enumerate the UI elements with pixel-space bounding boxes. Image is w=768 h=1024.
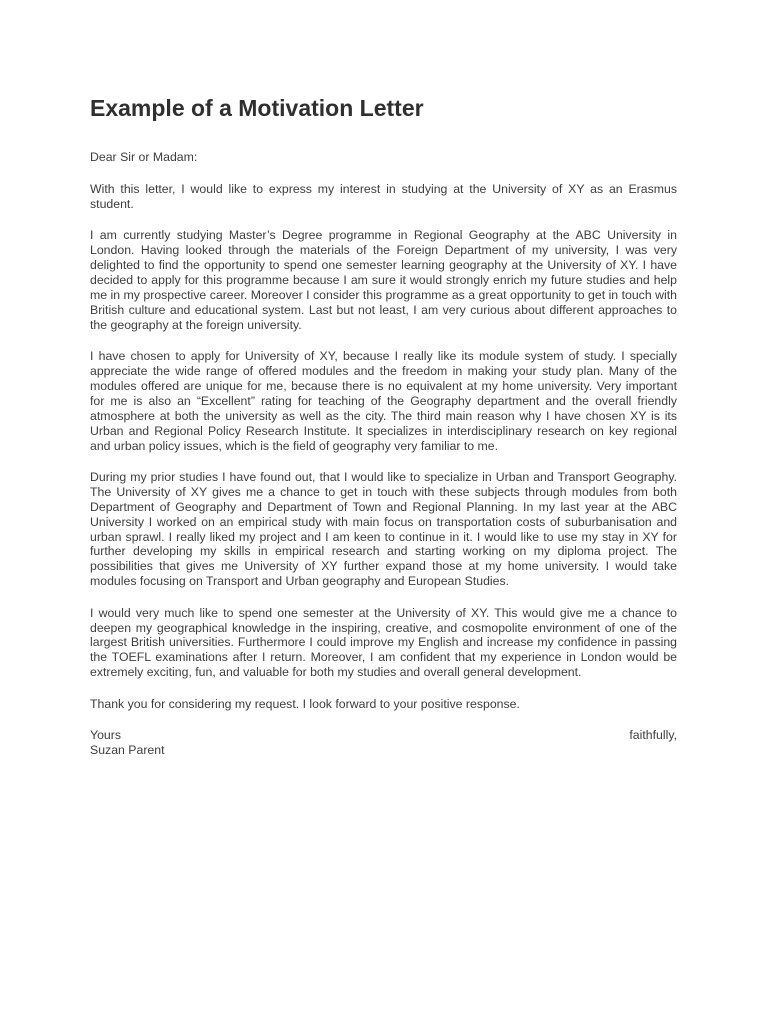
page-title: Example of a Motivation Letter — [90, 95, 424, 121]
paragraph-intro: With this letter, I would like to express my interest in studying at the University of XY as an Erasmus student. — [90, 181, 677, 211]
closing-right: faithfully, — [629, 728, 677, 743]
greeting: Dear Sir or Madam: — [90, 150, 198, 164]
paragraph-prior-studies: During my prior studies I have found out, that I would like to specialize in Urban and Transport Geography. The University of XY gives me a chance to get in touch with these subjects through modules from both Department of Geography and Department of Town and Regional Planning. In my last year at the ABC University I worked on an empirical study with main focus on transportation costs of suburbanisation and urban sprawl. I really liked my project and I am keen to continue in it. I would like to use my stay in XY for further developing my skills in empirical research and starting working on my diploma project. The possibilities that gives me University of XY further expand those at my home university. I would take modules focusing on Transport and Urban geography and European Studies. — [90, 469, 677, 589]
closing-left: Yours — [90, 728, 121, 743]
paragraph-current-studies: I am currently studying Master’s Degree programme in Regional Geography at the ABC University in London. Having looked through the materials of the Foreign Department of my university, I was very delighted to find the opportunity to spend one semester learning geography at the University of XY. I have decided to apply for this programme because I am sure it would strongly enrich my future studies and help me in my prospective career. Moreover I consider this programme as a great opportunity to get in touch with British culture and educational system. Last but not least, I am very curious about different approaches to the geography at the foreign university. — [90, 228, 677, 332]
paragraph-benefits: I would very much like to spend one semester at the University of XY. This would give me a chance to deepen my geographical knowledge in the inspiring, creative, and cosmopolite environment of one of the largest British universities. Furthermore I could improve my English and increase my confidence in passing the TOEFL examinations after I return. Moreover, I am confident that my experience in London would be extremely exciting, fun, and valuable for both my studies and overall general development. — [90, 605, 677, 680]
signature: Suzan Parent — [90, 743, 165, 758]
paragraph-thanks: Thank you for considering my request. I look forward to your positive response. — [90, 696, 520, 711]
paragraph-reasons: I have chosen to apply for University of XY, because I really like its module system of study. I specially appreciate the wide range of offered modules and the freedom in making your study plan. Many of the modules offered are unique for me, because there is no equivalent at my home university. Very important for me is also an “Excellent” rating for teaching of the Geography department and the overall friendly atmosphere at both the university as well as the city. The third main reason why I have chosen XY is its Urban and Regional Policy Research Institute. It specializes in interdisciplinary research on key regional and urban policy issues, which is the field of geography very familiar to me. — [90, 349, 677, 453]
closing-line — [90, 728, 677, 743]
letter-body — [90, 93, 677, 758]
closing-block — [90, 728, 677, 758]
